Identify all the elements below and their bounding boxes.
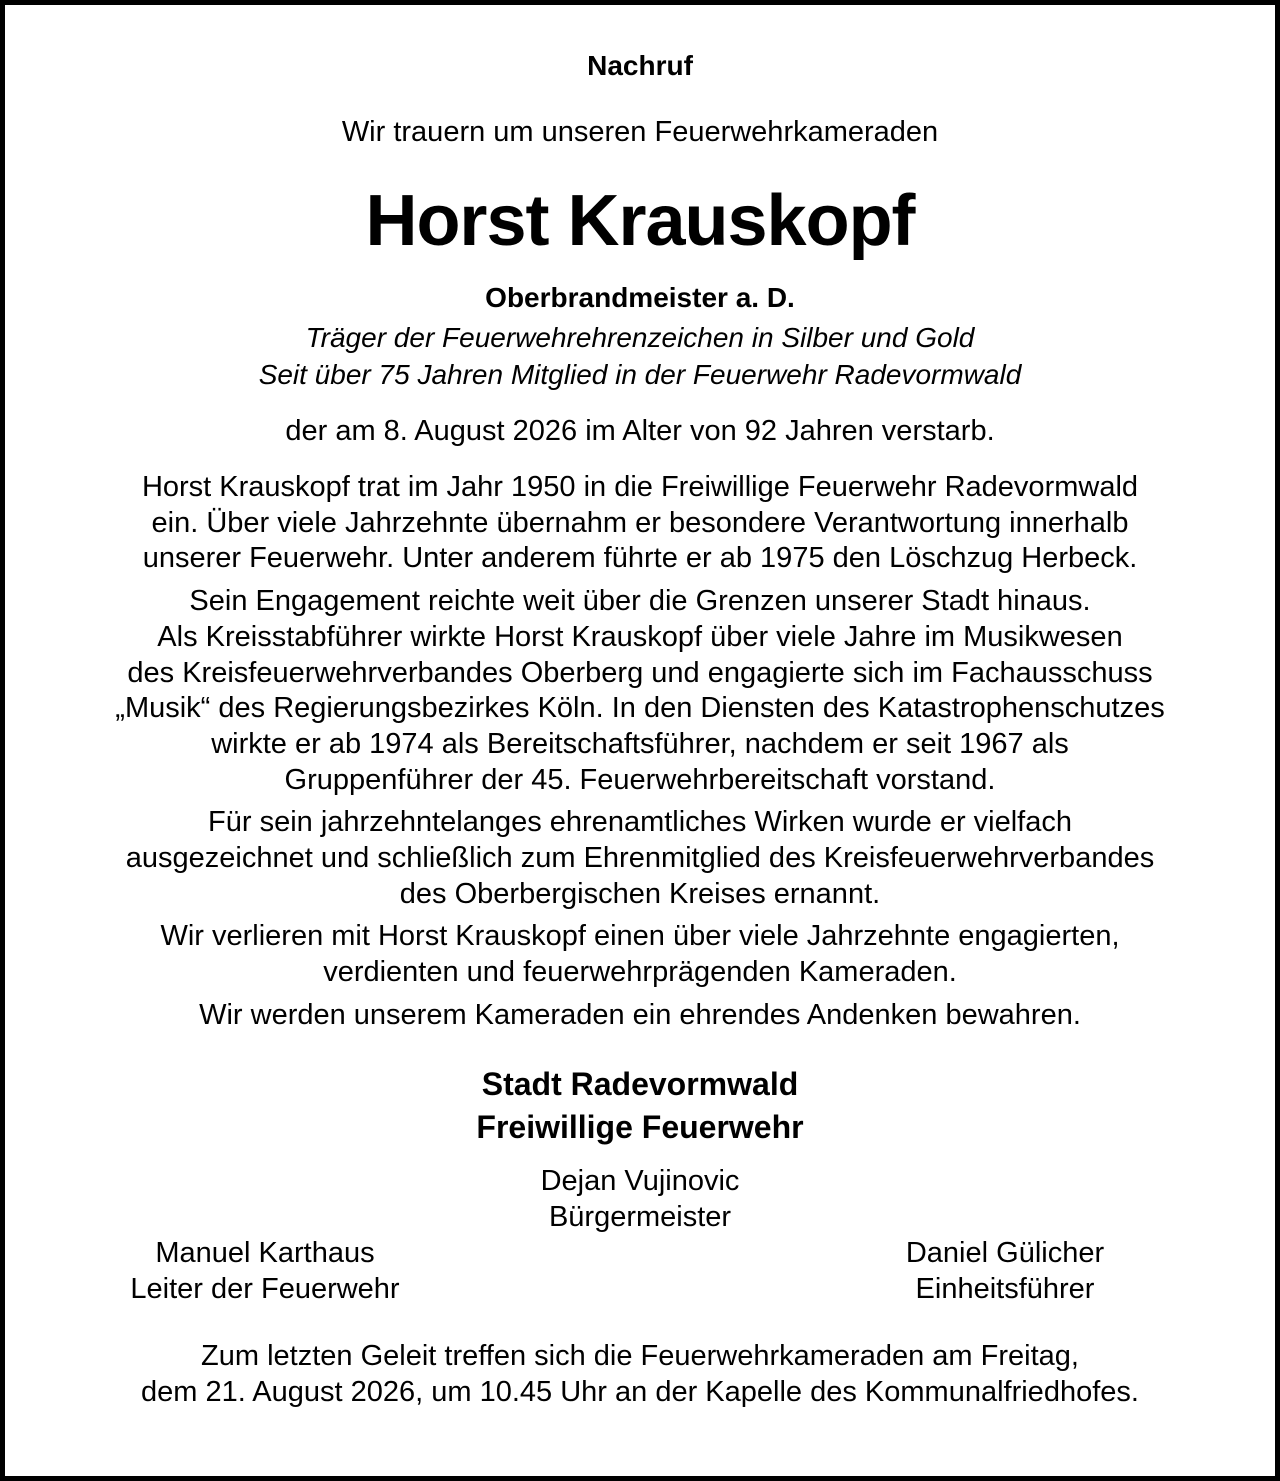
- body-line: verdienten und feuerwehrprägenden Kameraden.: [323, 956, 957, 989]
- body-line: des Oberbergischen Kreises ernannt.: [399, 877, 881, 910]
- signer-name: Manuel Karthaus: [155, 1237, 375, 1269]
- intro-line: Wir trauern um unseren Feuerwehrkameraden: [341, 116, 939, 148]
- funeral-info: [5, 1338, 1275, 1410]
- funeral-info-line: dem 21. August 2026, um 10.45 Uhr an der Kapelle des Kommunalfriedhofes.: [141, 1376, 1139, 1408]
- signer-mayor: [5, 1163, 1275, 1235]
- body-paragraph: [5, 470, 1275, 577]
- funeral-info-line: Zum letzten Geleit treffen sich die Feuerwehrkameraden am Freitag,: [201, 1340, 1079, 1372]
- body-line: Wir verlieren mit Horst Krauskopf einen über viele Jahrzehnte engagierten,: [160, 920, 1120, 953]
- body-line: Für sein jahrzehntelanges ehrenamtliches Wirken wurde er vielfach: [208, 806, 1072, 839]
- body-line: ausgezeichnet und schließlich zum Ehrenmitglied des Kreisfeuerwehrverbandes: [125, 842, 1155, 875]
- signer-chief: [65, 1235, 465, 1307]
- signer-role: Leiter der Feuerwehr: [130, 1273, 400, 1305]
- signer-role: Einheitsführer: [915, 1273, 1095, 1305]
- body-paragraph: [5, 584, 1275, 798]
- body-line: ein. Über viele Jahrzehnte übernahm er besondere Verantwortung innerhalb: [151, 506, 1129, 539]
- body-line: Horst Krauskopf trat im Jahr 1950 in die Freiwillige Feuerwehr Radevormwald: [141, 471, 1139, 503]
- body-line: „Musik“ des Regierungsbezirkes Köln. In den Diensten des Katastrophenschutzes: [115, 692, 1165, 725]
- deceased-rank: Oberbrandmeister a. D.: [485, 282, 795, 313]
- death-line: der am 8. August 2026 im Alter von 92 Jahren verstarb.: [285, 415, 995, 447]
- notice-heading: Nachruf: [587, 50, 693, 81]
- organization-department: Freiwillige Feuerwehr: [476, 1109, 804, 1145]
- body-line: Gruppenführer der 45. Feuerwehrbereitschaft vorstand.: [284, 763, 996, 796]
- body-line: Als Kreisstabführer wirkte Horst Krauskopf über viele Jahre im Musikwesen: [157, 620, 1123, 653]
- honors-line: Träger der Feuerwehrehrenzeichen in Silber und Gold: [305, 322, 975, 353]
- body-paragraph: [5, 919, 1275, 990]
- body-line: unserer Feuerwehr. Unter anderem führte er ab 1975 den Löschzug Herbeck.: [142, 542, 1138, 575]
- honors-line: Seit über 75 Jahren Mitglied in der Feuerwehr Radevormwald: [258, 359, 1022, 390]
- organization-block: [5, 1063, 1275, 1149]
- signer-name: Dejan Vujinovic: [540, 1165, 740, 1197]
- body-line: wirkte er ab 1974 als Bereitschaftsführer, nachdem er seit 1967 als: [211, 727, 1069, 760]
- body-paragraph: [5, 998, 1275, 1034]
- body-paragraph: [5, 805, 1275, 912]
- honors-block: [5, 319, 1275, 393]
- signer-unit-leader: [805, 1235, 1205, 1307]
- signer-role: Bürgermeister: [548, 1201, 732, 1233]
- body-line: des Kreisfeuerwehrverbandes Oberberg und engagierte sich im Fachausschuss: [127, 656, 1153, 689]
- deceased-name: Horst Krauskopf: [365, 181, 915, 261]
- body-line: Sein Engagement reichte weit über die Grenzen unserer Stadt hinaus.: [189, 585, 1091, 618]
- obituary-body: [5, 470, 1275, 1041]
- body-line: Wir werden unserem Kameraden ein ehrendes Andenken bewahren.: [199, 998, 1081, 1031]
- signer-name: Daniel Gülicher: [905, 1237, 1105, 1269]
- organization-city: Stadt Radevormwald: [481, 1066, 799, 1102]
